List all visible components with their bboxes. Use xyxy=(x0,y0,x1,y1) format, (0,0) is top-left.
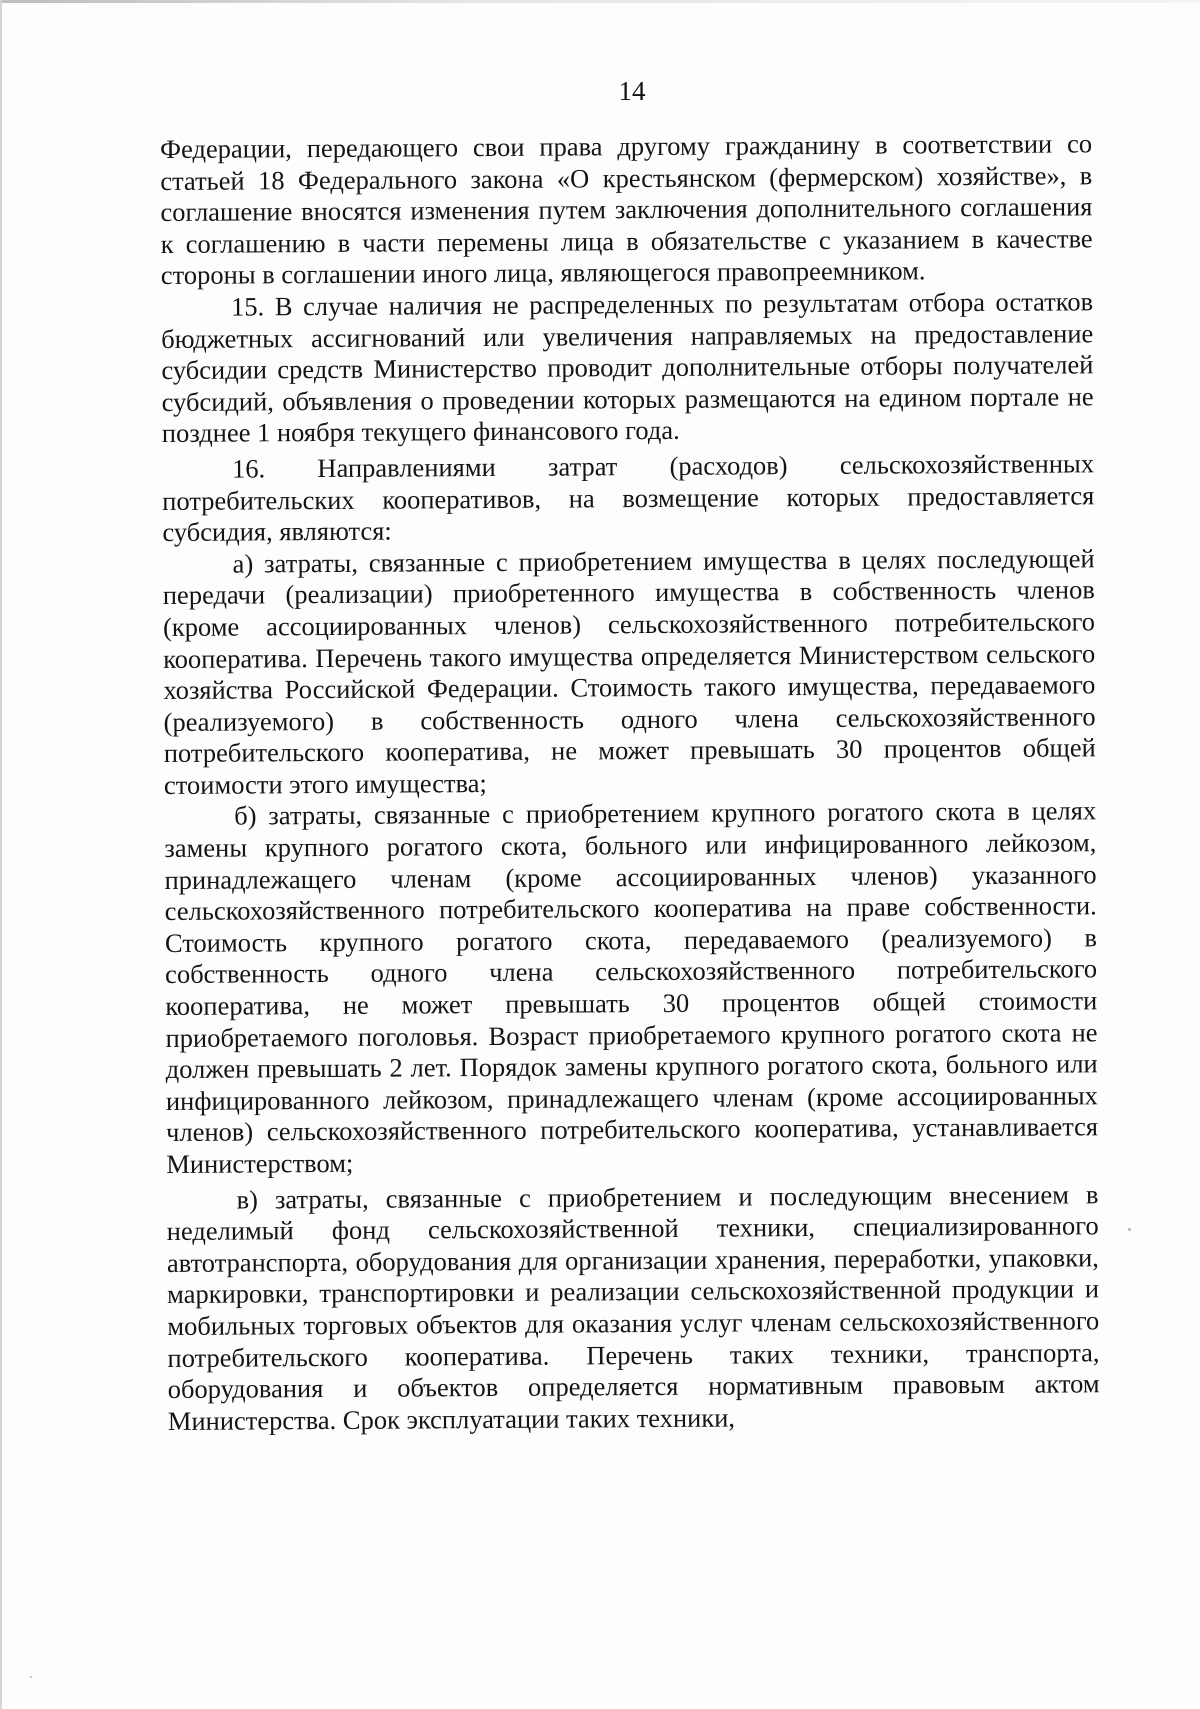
paragraph-item-16: 16. Направлениями затрат (расходов) сельскохозяйственных потребительских кооперативов, на возмещение которых предоставляется субсидия, являются: xyxy=(162,448,1095,548)
page-number: 14 xyxy=(618,76,646,106)
paragraph-item-15: 15. В случае наличия не распределенных по результатам отбора остатков бюджетных ассигнований или увеличения направляемых на предоставление субсидии средств Министерство проводит дополнительные отборы получателей субсидий, объявления о проведении которых размещаются на едином портале не позднее 1 ноября текущего финансового года. xyxy=(161,286,1094,449)
paragraph-item-16-b: б) затраты, связанные с приобретением крупного рогатого скота в целях замены крупного рогатого скота, больного или инфицированного лейкозом, принадлежащего членам (кроме ассоциированных членов) указанного сельскохозяйственного потребительского кооператива на праве собственности. Стоимость крупного рогатого скота, передаваемого (реализуемого) в собственность одного члена сельскохозяйственного потребительского кооператива, не может превышать 30 процентов общей стоимости приобретаемого поголовья. Возраст приобретаемого крупного рогатого скота не должен превышать 2 лет. Порядок замены крупного рогатого скота, больного или инфицированного лейкозом, принадлежащего членам (кроме ассоциированных членов) сельскохозяйственного потребительского кооператива, устанавливается Министерством; xyxy=(164,795,1099,1179)
paragraph-continuation: Федерации, передающего свои права другому гражданину в соответствии со статьей 18 Федерального закона «О крестьянском (фермерском) хозяйстве», в соглашение вносятся изменения путем заключения дополнительного соглашения к соглашению в части перемены лица в обязательстве с указанием в качестве стороны в соглашении иного лица, являющегося правопреемником. xyxy=(160,128,1093,291)
paragraph-item-16-v: в) затраты, связанные с приобретением и последующим внесением в неделимый фонд сельскохозяйственной техники, специализированного автотранспорта, оборудования для организации хранения, переработки, упаковки, маркировки, транспортировки и реализации сельскохозяйственной продукции и мобильных торговых объектов для оказания услуг членам сельскохозяйственного потребительского кооператива. Перечень таких техники, транспорта, оборудования и объектов определяется нормативным правовым актом Министерства. Срок эксплуатации таких техники, xyxy=(166,1178,1100,1436)
scan-speck xyxy=(1128,1228,1131,1231)
scan-edge-left xyxy=(0,0,2,1709)
scan-speck xyxy=(30,1676,32,1678)
scan-edge-top xyxy=(0,0,1200,3)
paragraph-item-16-a: а) затраты, связанные с приобретением имущества в целях последующей передачи (реализации) приобретенного имущества в собственность членов (кроме ассоциированных членов) сельскохозяйственного потребительского кооператива. Перечень такого имущества определяется Министерством сельского хозяйства Российской Федерации. Стоимость такого имущества, передаваемого (реализуемого) в собственность одного члена сельскохозяйственного потребительского кооператива, не может превышать 30 процентов общей стоимости этого имущества; xyxy=(162,543,1096,800)
document-body xyxy=(160,128,1100,1437)
